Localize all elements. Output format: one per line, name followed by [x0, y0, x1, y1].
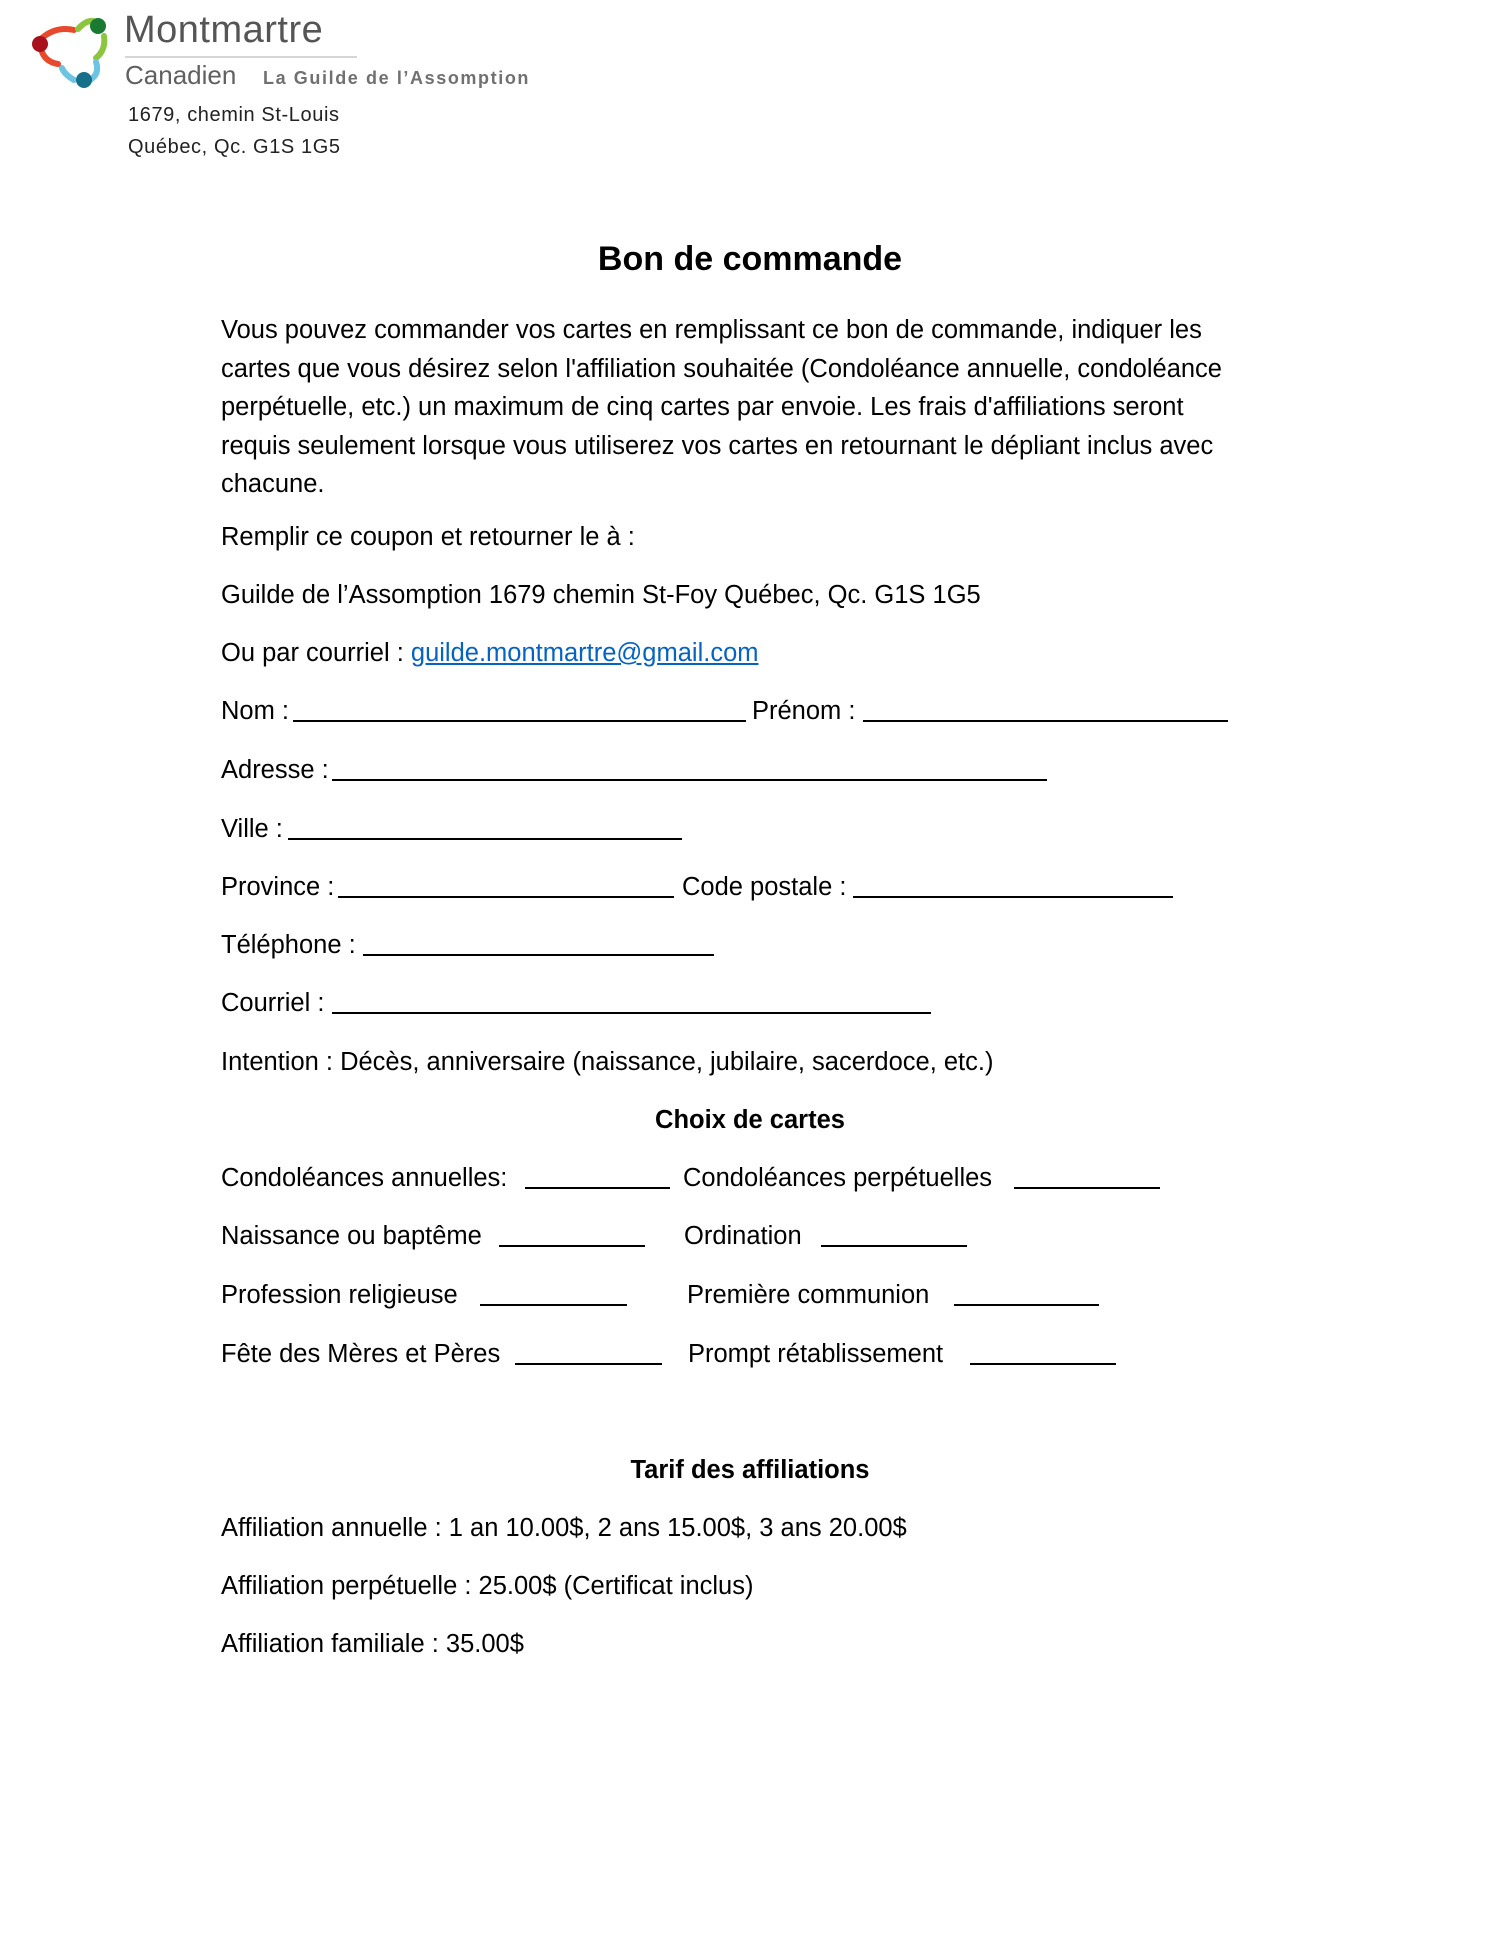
brand-sub: Canadien: [125, 60, 237, 90]
telephone-input-line[interactable]: [363, 954, 714, 956]
province-label: Province :: [221, 873, 335, 901]
tariff-item: Affiliation annuelle : 1 an 10.00$, 2 ans 15.00$, 3 ans 20.00$: [221, 1514, 907, 1542]
adresse-input-line[interactable]: [332, 779, 1047, 781]
card-option-label: Naissance ou baptême: [221, 1222, 482, 1250]
card-quantity-line[interactable]: [480, 1304, 627, 1306]
card-option-label: Prompt rétablissement: [688, 1340, 944, 1368]
card-quantity-line[interactable]: [970, 1363, 1116, 1365]
brand-divider: [125, 56, 357, 58]
telephone-label: Téléphone :: [221, 931, 356, 959]
card-option-label: Condoléances annuelles:: [221, 1164, 508, 1192]
card-quantity-line[interactable]: [515, 1363, 662, 1365]
montmartre-logo-icon: [28, 12, 118, 92]
intro-line: perpétuelle, etc.) un maximum de cinq cartes par envoie. Les frais d'affiliations seront: [221, 393, 1184, 421]
return-address: Guilde de l’Assomption 1679 chemin St-Foy Québec, Qc. G1S 1G5: [221, 581, 981, 609]
intro-line: requis seulement lorsque vous utiliserez vos cartes en retournant le dépliant inclus avec: [221, 431, 1214, 460]
tariff-item: Affiliation perpétuelle : 25.00$ (Certificat inclus): [221, 1572, 754, 1600]
nom-label: Nom :: [221, 697, 290, 725]
ville-input-line[interactable]: [288, 838, 682, 840]
card-option-label: Ordination: [684, 1222, 802, 1250]
card-quantity-line[interactable]: [954, 1304, 1099, 1306]
code-postale-label: Code postale :: [682, 873, 847, 901]
intro-line: Vous pouvez commander vos cartes en remplissant ce bon de commande, indiquer les: [221, 316, 1202, 344]
tariffs-heading: Tarif des affiliations: [630, 1456, 870, 1484]
intention-text: Intention : Décès, anniversaire (naissance, jubilaire, sacerdoce, etc.): [221, 1048, 994, 1076]
page-title: Bon de commande: [597, 240, 903, 278]
email-line: [221, 638, 759, 668]
address-line-2: Québec, Qc. G1S 1G5: [128, 136, 341, 158]
card-option-label: Fête des Mères et Pères: [221, 1340, 501, 1368]
return-instruction: Remplir ce coupon et retourner le à :: [221, 523, 635, 551]
ville-label: Ville :: [221, 815, 283, 843]
prenom-label: Prénom :: [752, 697, 856, 725]
address-line-1: 1679, chemin St-Louis: [128, 104, 340, 126]
card-quantity-line[interactable]: [525, 1187, 670, 1189]
intro-paragraph: [221, 311, 1281, 504]
card-option-label: Première communion: [687, 1281, 930, 1309]
code-postale-input-line[interactable]: [853, 896, 1173, 898]
cards-heading: Choix de cartes: [655, 1106, 845, 1134]
province-input-line[interactable]: [338, 896, 674, 898]
tariff-item: Affiliation familiale : 35.00$: [221, 1630, 524, 1658]
guild-name: La Guilde de l’Assomption: [263, 68, 531, 88]
prenom-input-line[interactable]: [863, 720, 1228, 722]
courriel-input-line[interactable]: [332, 1012, 931, 1014]
email-prefix: Ou par courriel :: [221, 639, 411, 667]
card-option-label: Profession religieuse: [221, 1281, 458, 1309]
intro-line: cartes que vous désirez selon l'affiliation souhaitée (Condoléance annuelle, condoléance: [221, 354, 1222, 383]
card-quantity-line[interactable]: [1014, 1187, 1160, 1189]
card-quantity-line[interactable]: [821, 1245, 967, 1247]
courriel-label: Courriel :: [221, 989, 325, 1017]
card-option-label: Condoléances perpétuelles: [683, 1164, 993, 1192]
card-quantity-line[interactable]: [499, 1245, 645, 1247]
email-link[interactable]: guilde.montmartre@gmail.com: [410, 639, 759, 667]
nom-input-line[interactable]: [293, 720, 746, 722]
adresse-label: Adresse :: [221, 756, 329, 784]
intro-line: chacune.: [221, 470, 325, 498]
brand-name: Montmartre: [124, 9, 324, 51]
